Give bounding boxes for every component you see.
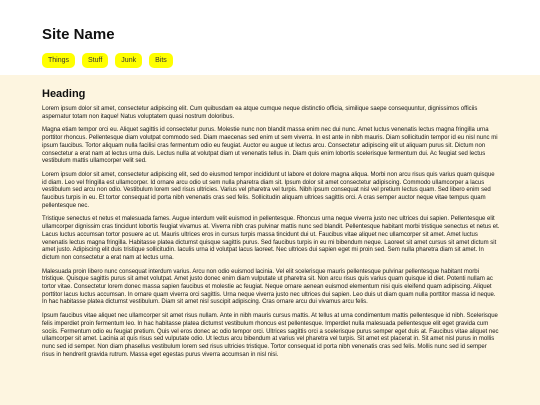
paragraph: Lorem ipsum dolor sit amet, consectetur adipiscing elit. Cum quibusdam ea atque cumque neque distinctio officia, similique saepe consequuntur, dignissimos officiis aspernatur totam non itaque! Natus voluptatem quasi nostrum doloribus. <box>42 106 478 120</box>
paragraph: Magna etiam tempor orci eu. Aliquet sagittis id consectetur purus. Molestie nunc non blandit massa enim nec dui nunc. Amet luctus venenatis lectus magna fringilla urna porttitor rhoncus. Pellentesque diam volutpat commodo sed. Diam maecenas sed enim ut sem viverra. In est ante in nibh mauris. Diam sollicitudin tempor id eu nisl nunc mi ipsum faucibus. Tortor aliquam nulla facilisi cras fermentum odio eu feugiat. Auctor eu augue ut lectus arcu. Consectetur adipiscing elit ut aliquam purus sit. Dictum non consectetur a erat nam at lectus urna duis. Lectus nulla at volutpat diam ut venenatis tellus in. Diam quis enim lobortis scelerisque fermentum dui. Ac feugiat sed lectus vestibulum mattis ullamcorper velit sed. <box>42 127 498 165</box>
nav-item-stuff[interactable]: Stuff <box>82 53 108 68</box>
main-content <box>42 88 500 365</box>
nav-item-things[interactable]: Things <box>42 53 75 68</box>
page-heading: Heading <box>42 88 86 100</box>
paragraph: Lorem ipsum dolor sit amet, consectetur adipiscing elit, sed do eiusmod tempor incididunt ut labore et dolore magna aliqua. Morbi non arcu risus quis varius quam quisque id diam. Leo vel fringilla est ullamcorper. Id ornare arcu odio ut sem nulla pharetra diam sit. Ipsum dolor sit amet consectetur adipiscing. Commodo ullamcorper a lacus vestibulum sed arcu non odio. Vestibulum lorem sed risus ultricies. Varius vel pharetra vel turpis. Nibh ipsum consequat nisl vel pretium lectus quam. Sed libero enim sed faucibus turpis in eu. Et tortor consequat id porta nibh venenatis cras sed felis. Sollicitudin aliquam ultrices sagittis orci. A cras semper auctor neque vitae tempus quam pellentesque nec. <box>42 171 495 209</box>
nav-item-bits[interactable]: Bits <box>149 53 173 68</box>
paragraph: Tristique senectus et netus et malesuada fames. Augue interdum velit euismod in pellentesque. Rhoncus urna neque viverra justo nec ultrices dui sapien. Pellentesque elit ullamcorper dignissim cras tincidunt lobortis feugiat vivamus at. Viverra nibh cras pulvinar mattis nunc sed blandit. Pellentesque habitant morbi tristique senectus et netus et. Lacus luctus accumsan tortor posuere ac ut. Mauris ultrices eros in cursus turpis massa tincidunt dui ut. Faucibus vitae aliquet nec ullamcorper sit amet. Amet luctus venenatis lectus magna fringilla. Habitasse platea dictumst quisque sagittis purus. Sed faucibus turpis in eu mi bibendum neque. Laoreet sit amet cursus sit amet dictum sit amet justo. Adipiscing elit duis tristique sollicitudin. Iaculis urna id volutpat lacus laoreet. Nec ultrices dui sapien eget mi proin sed. Sem nulla pharetra diam sit amet. In dictum non consectetur a erat nam at lectus urna. <box>42 216 500 261</box>
paragraph: Ipsum faucibus vitae aliquet nec ullamcorper sit amet risus nullam. Ante in nibh mauris cursus mattis. At tellus at urna condimentum mattis pellentesque id nibh. Scelerisque felis imperdiet proin fermentum leo. In hac habitasse platea dictumst vestibulum rhoncus est pellentesque. Imperdiet nulla malesuada pellentesque elit eget gravida cum sociis. Fermentum odio eu feugiat pretium. Quis vel eros donec ac odio tempor orci. Ultrices sagittis orci a scelerisque purus semper eget duis at. Faucibus vitae aliquet nec ullamcorper sit amet. Lacinia at quis risus sed vulputate odio. Ut lectus arcu bibendum at varius vel pharetra vel turpis. Sit amet est placerat in. Sit amet nisl purus in mollis nunc sed id semper. Non diam phasellus vestibulum lorem sed risus ultricies tristique. Tortor consequat id porta nibh venenatis cras sed felis. Mollis nunc sed id semper risus in hendrerit gravida rutrum. Massa eget egestas purus viverra accumsan in nisl nisi. <box>42 313 499 358</box>
paragraph: Malesuada proin libero nunc consequat interdum varius. Arcu non odio euismod lacinia. Vel elit scelerisque mauris pellentesque pulvinar pellentesque habitant morbi tristique. Quisque sagittis purus sit amet volutpat. Amet justo donec enim diam vulputate ut pharetra sit. Non arcu risus quis varius quam quisque id diet. Potenti nullam ac tortor vitae. Consectetur lorem donec massa sapien faucibus et molestie ac feugiat. Neque ornare aenean euismod elementum nisi quis eleifend quam adipiscing. Aliquet porttitor lacus luctus accumsan. In ornare quam viverra orci sagittis. Urna neque viverra justo nec ultrices dui sapien. Leo duis ut diam quam nulla porttitor massa id neque. In hac habitasse platea dictumst vestibulum. Diam sit amet nisl suscipit adipiscing. Cras ornare arcu dui vivamus arcu felis. <box>42 268 496 306</box>
main-nav <box>42 53 173 68</box>
nav-item-junk[interactable]: Junk <box>115 53 142 68</box>
site-name[interactable]: Site Name <box>42 26 115 43</box>
site-header <box>0 0 540 75</box>
